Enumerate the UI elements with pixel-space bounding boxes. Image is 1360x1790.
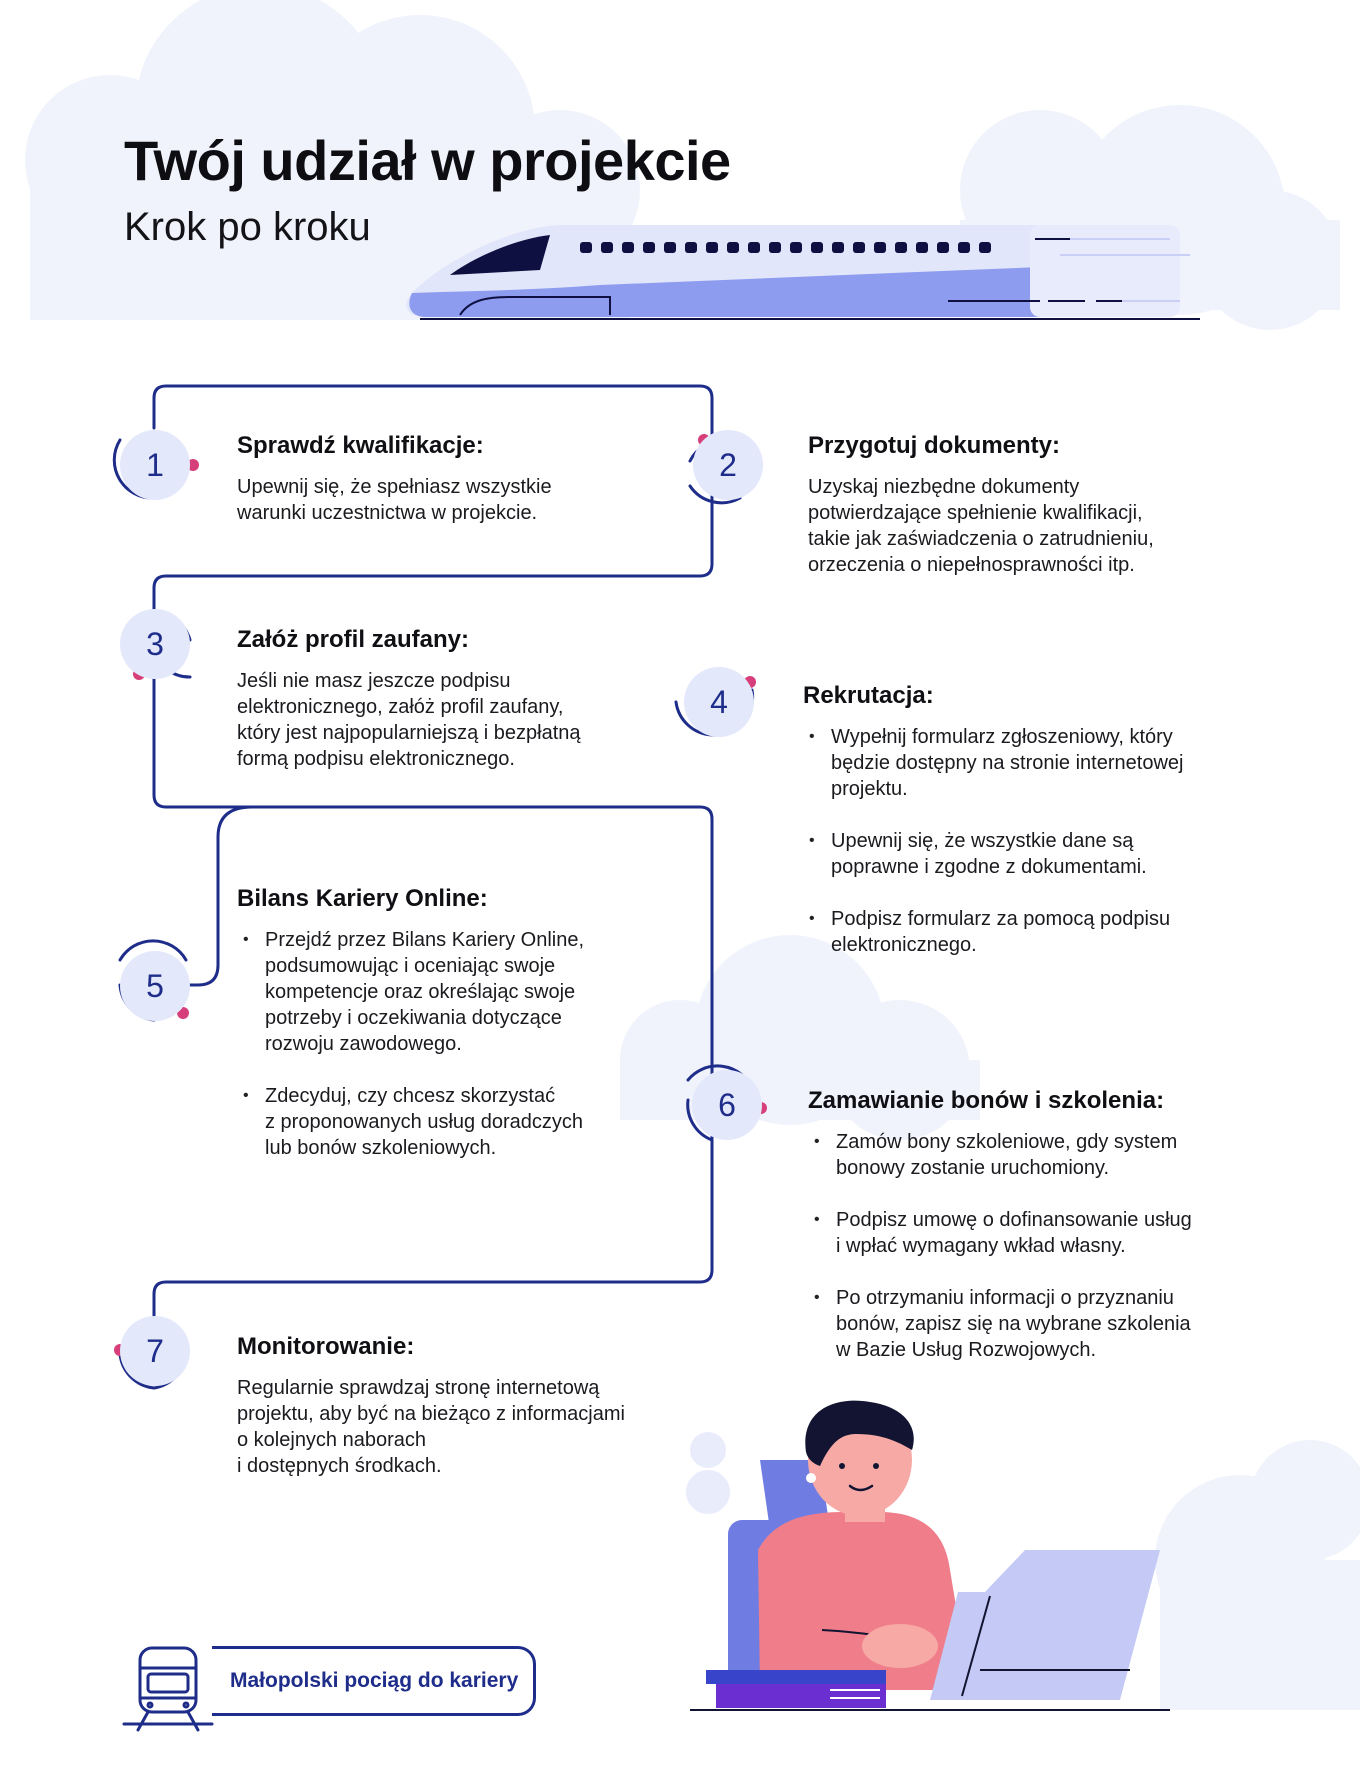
step-1	[237, 432, 657, 526]
step-5-number: 5	[120, 951, 190, 1021]
brand-name: Małopolski pociąg do kariery	[230, 1669, 519, 1692]
step-1-title: Sprawdź kwalifikacje:	[237, 432, 484, 459]
step-7-number: 7	[120, 1316, 190, 1386]
step-5-bullets	[237, 927, 657, 1161]
step-2-number: 2	[693, 430, 763, 500]
person-with-laptop-illustration	[680, 1400, 1220, 1720]
step-4-title: Rekrutacja:	[803, 682, 934, 709]
step-2-title: Przygotuj dokumenty:	[808, 432, 1061, 459]
step-5-title: Bilans Kariery Online:	[237, 885, 488, 912]
page-subtitle: Krok po kroku	[124, 205, 371, 249]
train-front-icon	[118, 1638, 218, 1738]
step-2	[808, 432, 1268, 578]
list-item: • Zdecyduj, czy chcesz skorzystać z proponowanych usług doradczych lub bonów szkoleniowych.	[243, 1085, 583, 1159]
step-5	[237, 885, 657, 1187]
step-3-text: Jeśli nie masz jeszcze podpisu elektronicznego, załóż profil zaufany, który jest najpopularniejszą i bezpłatną formą podpisu elektronicznego.	[237, 670, 581, 770]
step-6-number: 6	[692, 1070, 762, 1140]
list-item: • Podpisz formularz za pomocą podpisu elektronicznego.	[809, 908, 1171, 956]
step-2-text: Uzyskaj niezbędne dokumenty potwierdzające spełnienie kwalifikacji, takie jak zaświadczenia o zatrudnieniu, orzeczenia o niepełnosprawności itp.	[808, 476, 1154, 576]
step-4	[803, 682, 1273, 984]
step-3	[237, 626, 657, 772]
list-item: • Upewnij się, że wszystkie dane są poprawne i zgodne z dokumentami.	[809, 830, 1147, 878]
list-item: • Po otrzymaniu informacji o przyznaniu bonów, zapisz się na wybrane szkolenia w Bazie Usług Rozwojowych.	[814, 1287, 1191, 1361]
step-1-text: Upewnij się, że spełniasz wszystkie warunki uczestnictwa w projekcie.	[237, 476, 552, 524]
list-item: • Przejdź przez Bilans Kariery Online, podsumowując i oceniając swoje kompetencje oraz określając swoje potrzeby i oczekiwania dotyczące rozwoju zawodowego.	[243, 929, 585, 1055]
step-6	[808, 1087, 1278, 1389]
brand-badge	[212, 1646, 536, 1716]
step-7	[237, 1333, 677, 1479]
list-item: • Wypełnij formularz zgłoszeniowy, który będzie dostępny na stronie internetowej projektu.	[809, 726, 1184, 800]
step-3-title: Załóż profil zaufany:	[237, 626, 470, 653]
step-6-title: Zamawianie bonów i szkolenia:	[808, 1087, 1165, 1114]
list-item: • Zamów bony szkoleniowe, gdy system bonowy zostanie uruchomiony.	[814, 1131, 1178, 1179]
step-4-bullets	[803, 724, 1273, 958]
step-7-title: Monitorowanie:	[237, 1333, 415, 1360]
step-4-number: 4	[684, 667, 754, 737]
step-1-number: 1	[120, 430, 190, 500]
list-item: • Podpisz umowę o dofinansowanie usług i wpłać wymagany wkład własny.	[814, 1209, 1192, 1257]
page-title: Twój udział w projekcie	[124, 129, 731, 192]
step-7-text: Regularnie sprawdzaj stronę internetową projektu, aby być na bieżąco z informacjami o kolejnych naborach i dostępnych środkach.	[237, 1377, 625, 1477]
step-3-number: 3	[120, 609, 190, 679]
step-6-bullets	[808, 1129, 1278, 1363]
